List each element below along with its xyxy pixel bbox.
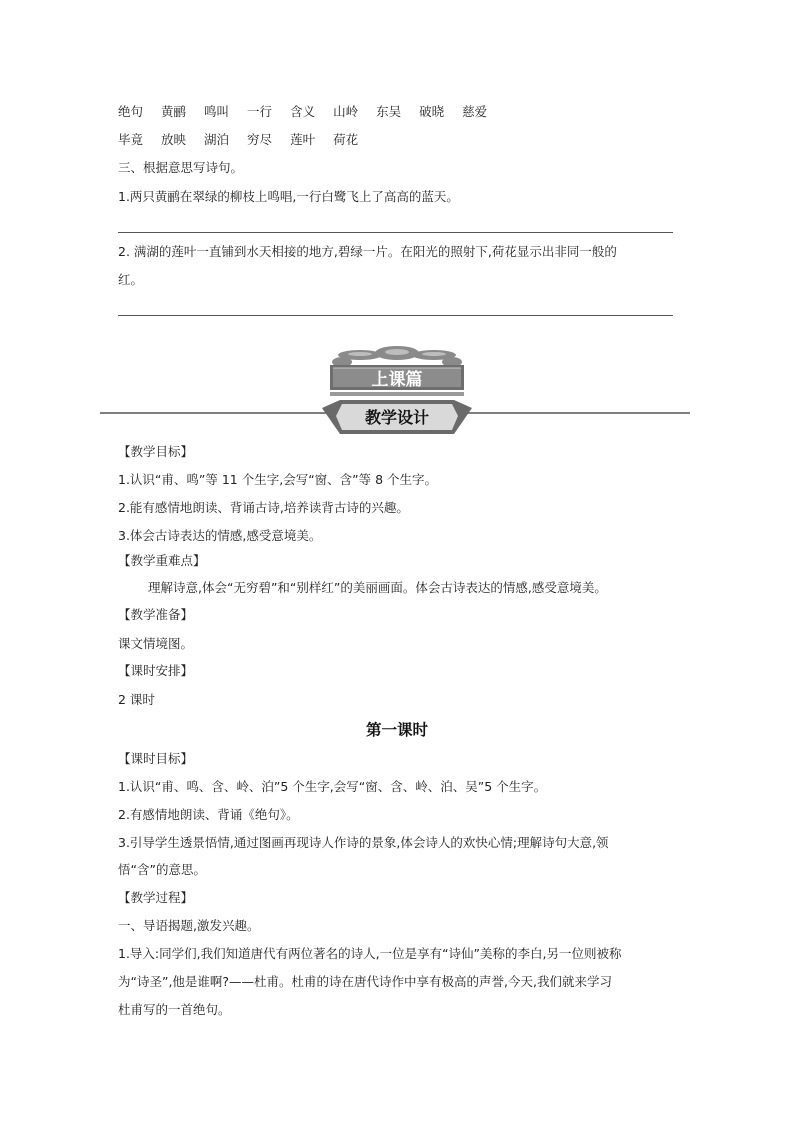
vocab-word: 黄鹂 — [161, 104, 187, 119]
lesson-title: 第一课时 — [365, 720, 428, 739]
question-2-line-1: 2. 满湖的莲叶一直铺到水天相接的地方,碧绿一片。在阳光的照射下,荷花显示出非同一般的 — [118, 244, 617, 259]
banner-bottom-label: 教学设计 — [364, 408, 430, 427]
process-heading: 【教学过程】 — [118, 890, 194, 905]
vocab-word: 鸣叫 — [204, 104, 230, 119]
lesson-goal-3-line-2: 悟“含”的意思。 — [118, 862, 206, 877]
vocab-word: 荷花 — [333, 132, 359, 147]
vocab-row-2 — [118, 132, 376, 148]
vocab-word: 东吴 — [376, 104, 402, 119]
vocab-row-1 — [118, 104, 505, 120]
goal-2: 2.能有感情地朗读、背诵古诗,培养读背古诗的兴趣。 — [118, 500, 409, 515]
banner-top-label: 上课篇 — [371, 370, 423, 390]
vocab-word: 放映 — [161, 132, 187, 147]
banner-ornament — [0, 342, 794, 437]
goal-3: 3.体会古诗表达的情感,感受意境美。 — [118, 528, 322, 543]
question-2-line-2: 红。 — [118, 272, 144, 287]
goals-heading: 【教学目标】 — [118, 444, 194, 459]
step-1-line-2: 为“诗圣”,他是谁啊?——杜甫。杜甫的诗在唐代诗作中享有极高的声誉,今天,我们就来学习 — [118, 974, 613, 989]
vocab-word: 湖泊 — [204, 132, 230, 147]
vocab-word: 毕竟 — [118, 132, 144, 147]
question-1: 1.两只黄鹂在翠绿的柳枝上鸣唱,一行白鹭飞上了高高的蓝天。 — [118, 189, 459, 204]
lesson-goals-heading: 【课时目标】 — [118, 751, 194, 766]
lesson-goal-1: 1.认识“甫、鸣、含、岭、泊”5 个生字,会写“窗、含、岭、泊、吴”5 个生字。 — [118, 779, 547, 794]
vocab-word: 破晓 — [419, 104, 445, 119]
vocab-word: 山岭 — [333, 104, 359, 119]
step-1-line-1: 1.导入:同学们,我们知道唐代有两位著名的诗人,一位是享有“诗仙”美称的李白,另一位则被称 — [118, 946, 622, 961]
vocab-word: 穷尽 — [247, 132, 273, 147]
prep-text: 课文情境图。 — [118, 636, 194, 651]
schedule-heading: 【课时安排】 — [118, 663, 194, 678]
vocab-word: 莲叶 — [290, 132, 316, 147]
vocab-word: 含义 — [290, 104, 316, 119]
prep-heading: 【教学准备】 — [118, 607, 194, 622]
vocab-word: 绝句 — [118, 104, 144, 119]
section-heading: 三、根据意思写诗句。 — [118, 160, 244, 175]
vocab-word: 一行 — [247, 104, 273, 119]
answer-line-2 — [118, 315, 673, 316]
vocab-word: 慈爱 — [462, 104, 488, 119]
key-heading: 【教学重难点】 — [118, 553, 206, 568]
step-1-heading: 一、导语揭题,激发兴趣。 — [118, 918, 260, 933]
section-banner — [0, 342, 794, 437]
lesson-goal-2: 2.有感情地朗读、背诵《绝句》。 — [118, 807, 299, 822]
key-text: 理解诗意,体会“无穷碧”和“别样红”的美丽画面。体会古诗表达的情感,感受意境美。 — [148, 580, 607, 595]
goal-1: 1.认识“甫、鸣”等 11 个生字,会写“窗、含”等 8 个生字。 — [118, 472, 438, 487]
answer-line-1 — [118, 232, 673, 233]
lesson-goal-3-line-1: 3.引导学生透景悟情,通过图画再现诗人作诗的景象,体会诗人的欢快心情;理解诗句大意,领 — [118, 835, 609, 850]
step-1-line-3: 杜甫写的一首绝句。 — [118, 1002, 231, 1017]
schedule-text: 2 课时 — [118, 692, 155, 707]
